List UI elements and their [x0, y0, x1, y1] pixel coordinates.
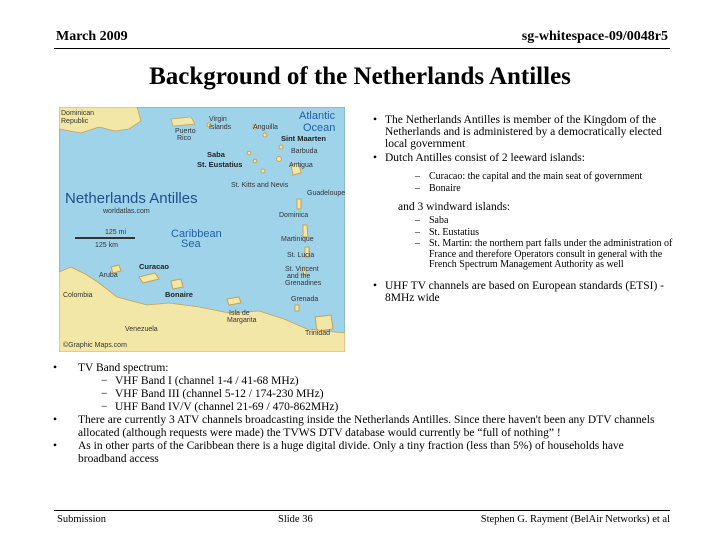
windward-intro: and 3 windward islands:	[398, 201, 511, 213]
map-label-sint-maarten: Sint Maarten	[281, 134, 327, 143]
map-svg	[59, 107, 345, 352]
map-scale-km: 125 km	[95, 242, 118, 249]
map-label-atlantic: Atlantic	[299, 110, 336, 122]
header-rule	[54, 48, 670, 49]
map-scale-bar	[75, 237, 135, 239]
map-dominica-shape	[297, 199, 301, 209]
bullet-atv: • There are currently 3 ATV channels broadcasting inside the Netherlands Antilles. Since there haven't been any DTV channels allocated (although requests were made) the TVWS DTV database would currently be “full of nothing” !	[53, 414, 673, 440]
map-label-dominica: Dominica	[279, 212, 309, 219]
map-label-guadeloupe: Guadeloupe	[307, 190, 345, 197]
leeward-item: – Curacao: the capital and the main seat of government	[415, 171, 643, 182]
map-label-barbuda: Barbuda	[291, 148, 318, 155]
map-label-antigua: Antigua	[289, 162, 313, 169]
map-label-martinique: Martinique	[281, 236, 314, 243]
map-label-virgin-1: Virgin	[209, 116, 227, 123]
windward-item: – St. Martin: the northern part falls under the administration of France and therefore Operators consult in general with the French Spectrum Management Authority as well	[415, 238, 673, 270]
map-st-eustatius-shape	[253, 159, 257, 163]
leeward-item: – Bonaire	[415, 182, 461, 194]
windward-item: – Saba	[415, 215, 449, 226]
map-label-ocean: Ocean	[303, 122, 336, 134]
map-title: Netherlands Antilles	[65, 190, 198, 207]
map-label-venezuela: Venezuela	[125, 326, 158, 333]
band-item: − VHF Band III (channel 5-12 / 174-230 MHz)	[101, 388, 324, 400]
header-date: March 2009	[56, 29, 128, 44]
map-label-sea: Sea	[181, 238, 201, 250]
map-scale-mi: 125 mi	[105, 229, 127, 236]
map-grenada-shape	[295, 305, 299, 311]
footer-slide-number: Slide 36	[278, 514, 313, 525]
bullet-tv-band: • TV Band spectrum:	[53, 362, 673, 375]
map-label-puerto-1: Puerto	[175, 128, 196, 135]
bullet-leeward: • Dutch Antilles consist of 2 leeward islands:	[373, 152, 673, 164]
bottom-section	[53, 362, 673, 466]
map-label-trinidad: Trinidad	[305, 330, 331, 337]
bullet-uhf: • UHF TV channels are based on European standards (ETSI) - 8MHz wide	[373, 280, 673, 304]
map-label-virgin-2: Islands	[209, 124, 232, 131]
header-doc-id: sg-whitespace-09/0048r5	[521, 29, 668, 44]
map-label-colombia: Colombia	[63, 292, 93, 299]
bullet-kingdom: • The Netherlands Antilles is member of the Kingdom of the Netherlands and is administered by a democratically elected local government	[373, 114, 673, 150]
map-website: worldatlas.com	[103, 208, 150, 215]
map-label-st-eustatius: St. Eustatius	[197, 160, 243, 169]
map-label-saba: Saba	[207, 150, 225, 159]
footer-author: Stephen G. Rayment (BelAir Networks) et al	[480, 514, 670, 525]
map-label-dominican-1: Dominican	[61, 110, 95, 117]
map-label-caribbean: Caribbean	[171, 228, 222, 240]
footer-rule	[54, 510, 670, 511]
map-label-st-vincent-3: Grenadines	[285, 280, 322, 287]
map-antigua-shape	[277, 157, 282, 162]
page-title: Background of the Netherlands Antilles	[149, 63, 571, 90]
map-netherlands-antilles	[59, 107, 345, 352]
map-label-st-vincent-1: St. Vincent	[285, 266, 319, 273]
map-label-st-lucia: St. Lucia	[287, 252, 315, 259]
map-label-aruba: Aruba	[99, 272, 118, 279]
map-puerto-rico	[171, 117, 195, 126]
map-label-puerto-2: Rico	[177, 135, 192, 142]
band-item: − UHF Band IV/V (channel 21-69 / 470-862MHz)	[101, 401, 339, 413]
band-item: − VHF Band I (channel 1-4 / 41-68 MHz)	[101, 375, 299, 387]
map-copyright: ©Graphic Maps.com	[63, 342, 127, 349]
map-label-grenada: Grenada	[291, 296, 319, 303]
map-trinidad-shape	[315, 315, 333, 331]
map-label-dominican-2: Republic	[61, 118, 89, 125]
map-label-st-vincent-2: and the	[287, 273, 311, 280]
map-label-anguilla: Anguilla	[253, 124, 278, 131]
map-label-curacao: Curacao	[139, 262, 170, 271]
windward-item: – St. Eustatius	[415, 226, 480, 238]
map-label-bonaire: Bonaire	[165, 290, 193, 299]
map-st-kitts-shape	[261, 169, 265, 173]
map-margarita-shape	[227, 297, 241, 305]
map-label-margarita-1: Isla de	[229, 310, 250, 317]
right-column	[373, 114, 673, 306]
footer-submission: Submission	[57, 514, 107, 525]
map-label-margarita-2: Margarita	[227, 317, 257, 324]
map-saba-shape	[247, 151, 251, 155]
bullet-divide: • As in other parts of the Caribbean there is a huge digital divide. Only a tiny fraction (less than 5%) of households have broadband access	[53, 440, 673, 466]
map-bonaire-shape	[171, 279, 183, 289]
map-label-st-kitts: St. Kitts and Nevis	[231, 182, 289, 189]
map-barbuda-shape	[279, 145, 283, 149]
map-sint-maarten-shape	[263, 133, 267, 137]
